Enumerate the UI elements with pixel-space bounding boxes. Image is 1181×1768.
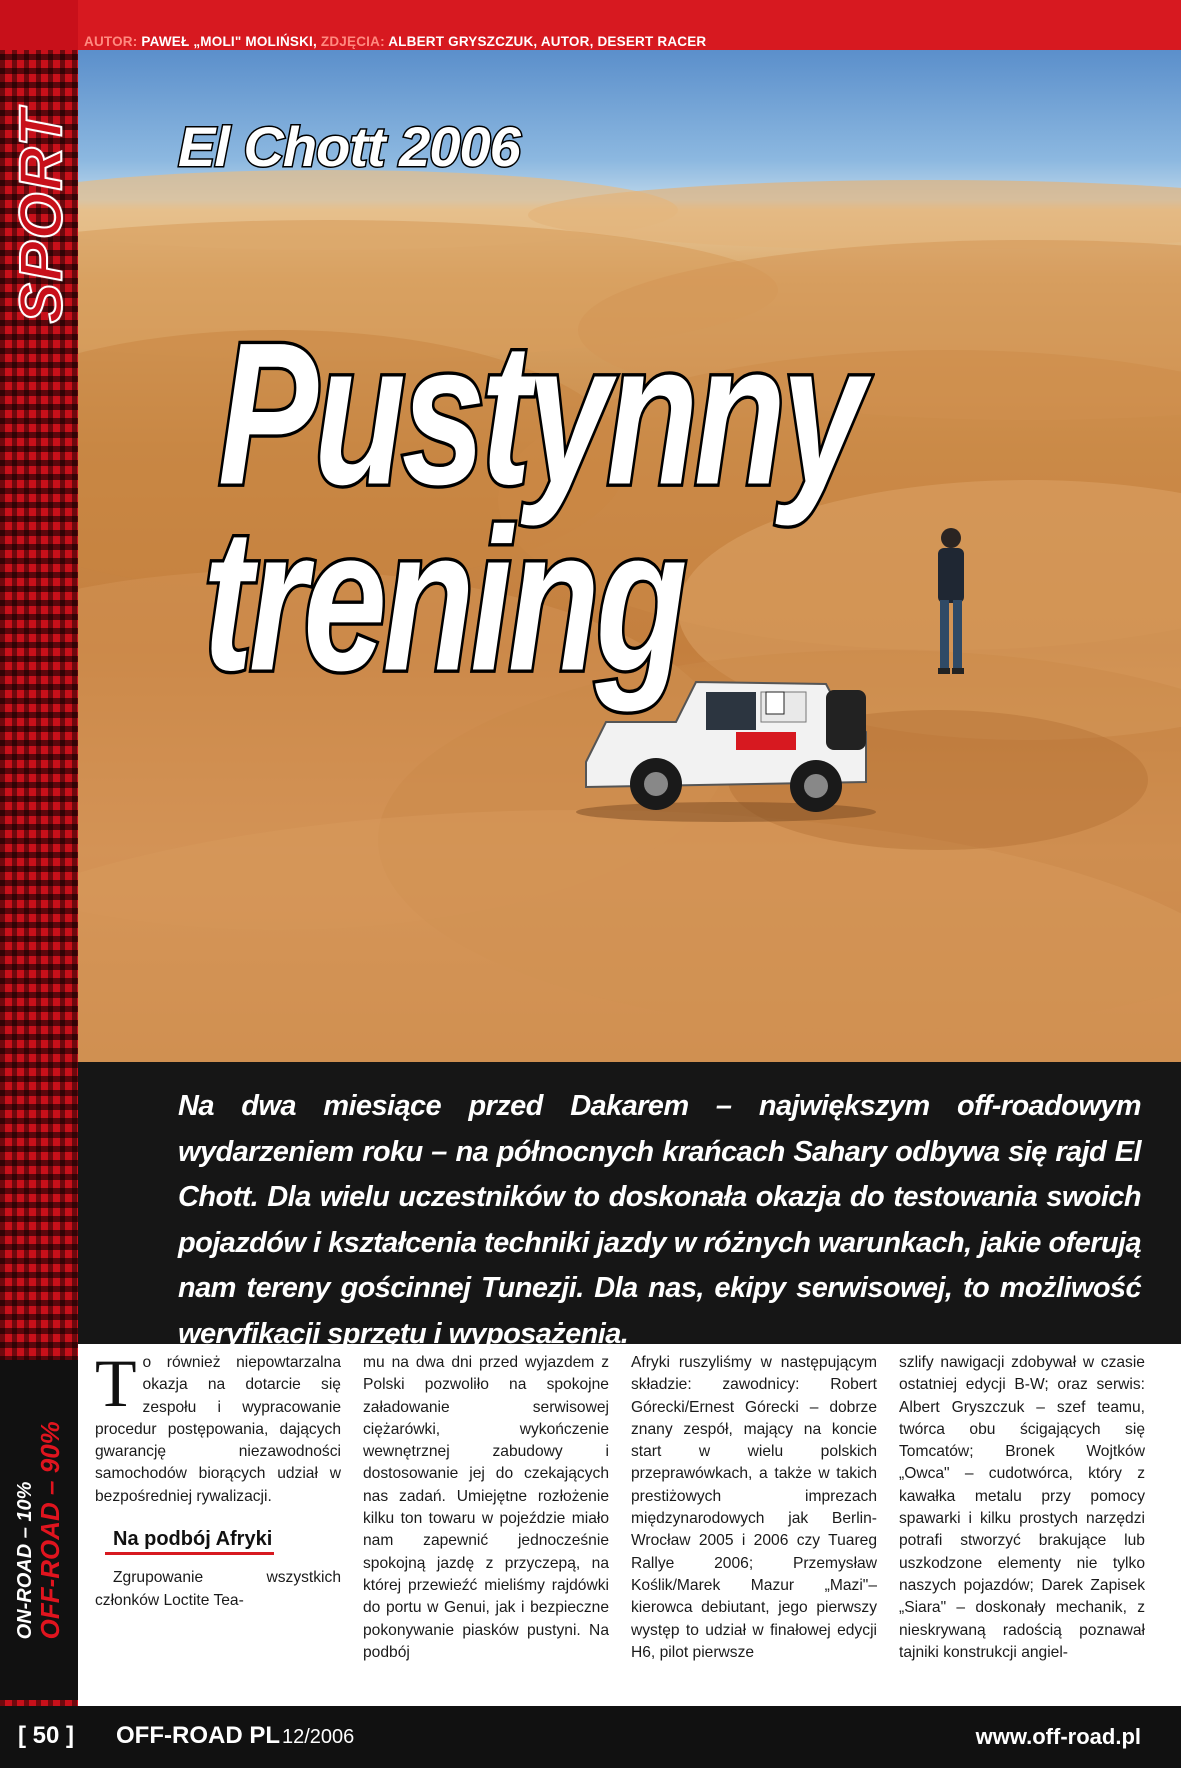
- website-link[interactable]: www.off-road.pl: [975, 1724, 1141, 1749]
- column-3-text: Afryki ruszyliśmy w następującym składzie: zawodnicy: Robert Górecki/Ernest Górecki – dobrze znany zespół, mający na koncie start w wielu polskich przeprawówkach, a także w takich prestiżowych imprezach międzynarodowych jak Berlin-Wrocław 2005 i 2006 czy Tuareg Rallye 2006; Przemysław Koślik/Marek Mazur „Mazi"– kierowca debiutant, jego pierwszy występ to udział w finałowej edycji H6, pilot pierwsze: [631, 1354, 877, 1661]
- lead-paragraph-box: [78, 1062, 1181, 1350]
- column-4: [899, 1352, 1145, 1692]
- column-1-paragraph-1: o również niepowtarzalna okazja na dotarcie się zespołu i wypracowanie procedur postępowania, dających gwarancję niezawodności samochodów biorących udział w bezpośredniej rywalizacji.: [95, 1354, 341, 1505]
- headline-line-2: trening: [203, 485, 684, 713]
- headline-line-1: Pustynny: [218, 299, 862, 527]
- lead-paragraph: Na dwa miesiące przed Dakarem – największym off-roadowym wydarzeniem roku – na północnych krańcach Sahary odbywa się rajd El Chott. Dla wielu uczestników to doskonała okazja do testowania swoich pojazdów i kształcenia techniki jazdy w różnych warunkach, jakie oferują nam tereny gościnnej Tunezji. Dla nas, ekipy serwisowej, to możliwość weryfikacji sprzętu i wyposażenia.: [178, 1090, 1141, 1350]
- hero-photo-desert: [78, 50, 1181, 1062]
- subheading: Na podbój Afryki: [105, 1528, 274, 1555]
- column-1-paragraph-2: Zgrupowanie wszystkich członków Loctite Tea-: [95, 1569, 341, 1609]
- magazine-name: OFF-ROAD PL: [116, 1722, 280, 1749]
- off-road-ratio: OFF-ROAD – 90%: [34, 1420, 65, 1640]
- author-label: AUTOR:: [84, 34, 138, 49]
- sidebar-top-strip: [0, 0, 78, 50]
- column-3: [631, 1352, 877, 1692]
- drop-cap: T: [95, 1352, 137, 1421]
- offroad-ratio: [0, 1360, 78, 1700]
- column-4-text: szlify nawigacji zdobywał w czasie ostatniej edycji B-W; oraz serwis: Albert Gryszczuk – szef teamu, twórca obu ścigających się Tomcatów; Bronek Wojtków „Owca" – cudotwórca, który z kawałka metalu przy pomocy spawarki i kilku prostych narzędzi potrafi stworzyć brakujące lub uszkodzone elementy nie tylko naszych pojazdów; Darek Zapisek „Siara" – doskonały mechanik, z nieskrywaną radością poznawał tajniki konstrukcji angiel-: [899, 1354, 1145, 1661]
- section-label-text: SPORT: [7, 107, 75, 323]
- column-2-text: mu na dwa dni przed wyjazdem z Polski pozwoliło na spokojne załadowanie serwisowej ciężarówki, wykończenie wewnętrznej zabudowy i dostosowanie jej do czekających nas zadań. Umiejętne rozłożenie kilku ton towaru w pojeździe miało nam zapewnić jednocześnie spokojną jazdę z przyczepą, na której przewieźć mieliśmy rajdówki do portu w Genui, jak i bezpieczne pokonywanie piasków pustyni. Na podbój: [363, 1354, 609, 1661]
- on-road-ratio: ON-ROAD – 10%: [13, 1481, 36, 1640]
- page-number: [ 50 ]: [18, 1722, 75, 1749]
- credits-line: [84, 33, 706, 51]
- author-name: PAWEŁ „MOLI" MOLIŃSKI,: [141, 34, 317, 49]
- column-2: [363, 1352, 609, 1692]
- event-title: El Chott 2006: [178, 115, 520, 178]
- photographer-figure: [926, 520, 976, 690]
- photos-label: ZDJĘCIA:: [320, 34, 385, 49]
- photos-credit: ALBERT GRYSZCZUK, AUTOR, DESERT RACER: [388, 34, 707, 49]
- column-1: [95, 1352, 341, 1692]
- issue-number: 12/2006: [282, 1726, 355, 1748]
- body-columns: [95, 1352, 1145, 1692]
- section-label: [6, 70, 76, 360]
